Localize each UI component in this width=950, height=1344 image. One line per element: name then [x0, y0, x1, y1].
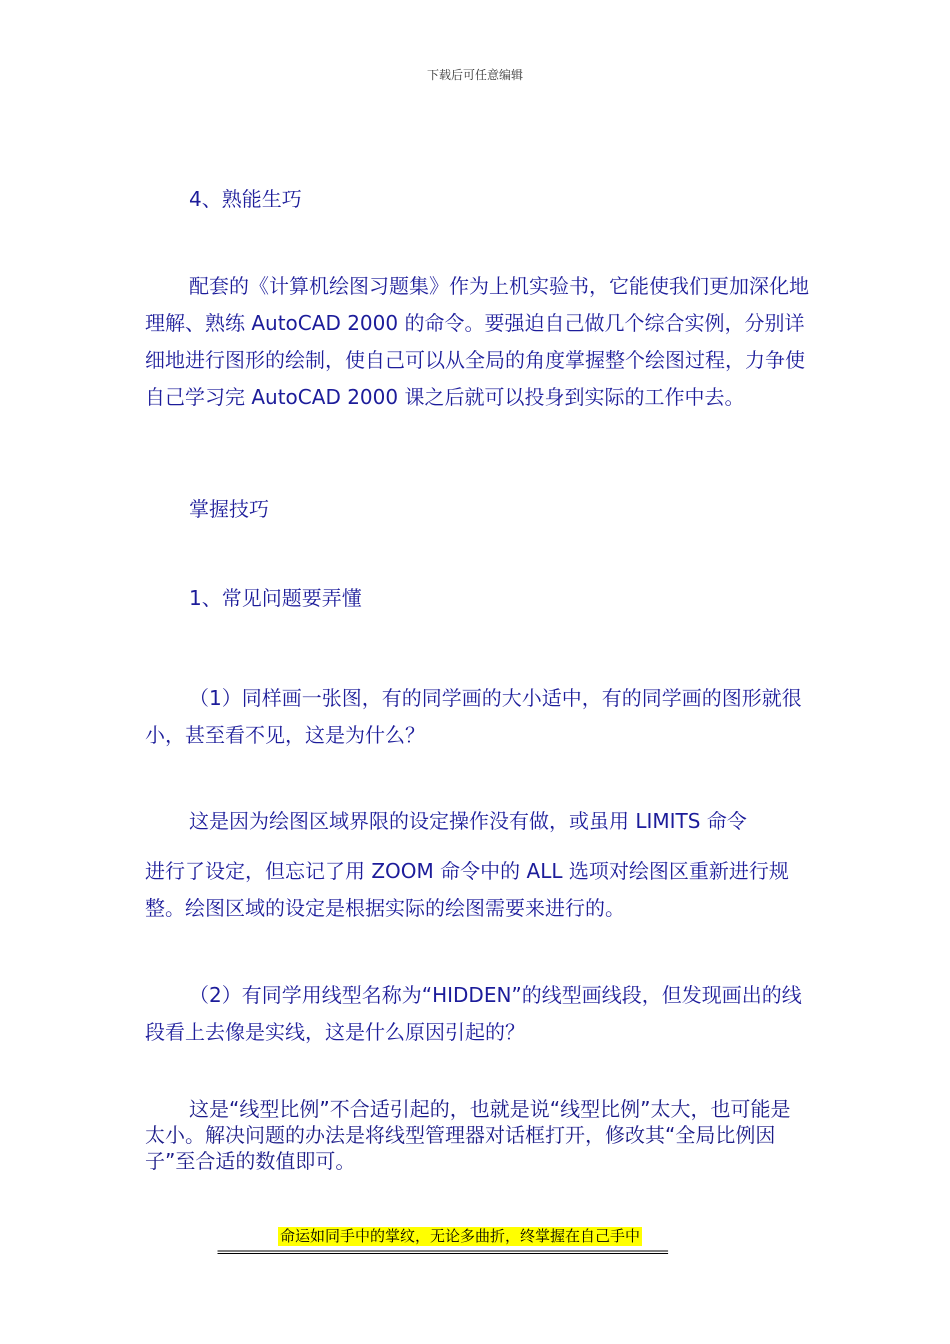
header-note: 下载后可任意编辑 [426, 68, 523, 82]
footer-motto: 命运如同手中的掌纹，无论多曲折，终掌握在自己手中 [280, 1227, 641, 1245]
paragraph-exercise-book: 配套的《计算机绘图习题集》作为上机实验书，它能使我们更加深化地理解、熟练 AutoCAD 2000 的命令。要强迫自己做几个综合实例，分别详细地进行图形的绘制，使自己可以从全局的角度掌握整个绘图过程，力争使自己学习完 AutoCAD 2000 课之后就可以投身到实际的工作中去。 [145, 274, 809, 409]
paragraph-question-1: （1）同样画一张图，有的同学画的大小适中，有的同学画的图形就很小，甚至看不见，这是为什么？ [145, 686, 802, 747]
paragraph-question-2: （2）有同学用线型名称为“HIDDEN”的线型画线段，但发现画出的线段看上去像是实线，这是什么原因引起的？ [145, 983, 802, 1044]
paragraph-answer-2: 这是“线型比例”不合适引起的，也就是说“线型比例”太大，也可能是太小。解决问题的办法是将线型管理器对话框打开，修改其“全局比例因子”至合适的数值即可。 [145, 1097, 791, 1173]
paragraph-answer-1-line1: 这是因为绘图区域界限的设定操作没有做，或虽用 LIMITS 命令 [189, 809, 747, 833]
heading-master-skills: 掌握技巧 [189, 497, 269, 521]
footer-rule: ================================================================================ [217, 1245, 667, 1259]
heading-common-problems: 1、常见问题要弄懂 [189, 586, 362, 610]
heading-practice-makes-perfect: 4、熟能生巧 [189, 187, 302, 211]
paragraph-answer-1-rest: 进行了设定，但忘记了用 ZOOM 命令中的 ALL 选项对绘图区重新进行规整。绘图区域的设定是根据实际的绘图需要来进行的。 [145, 859, 789, 920]
